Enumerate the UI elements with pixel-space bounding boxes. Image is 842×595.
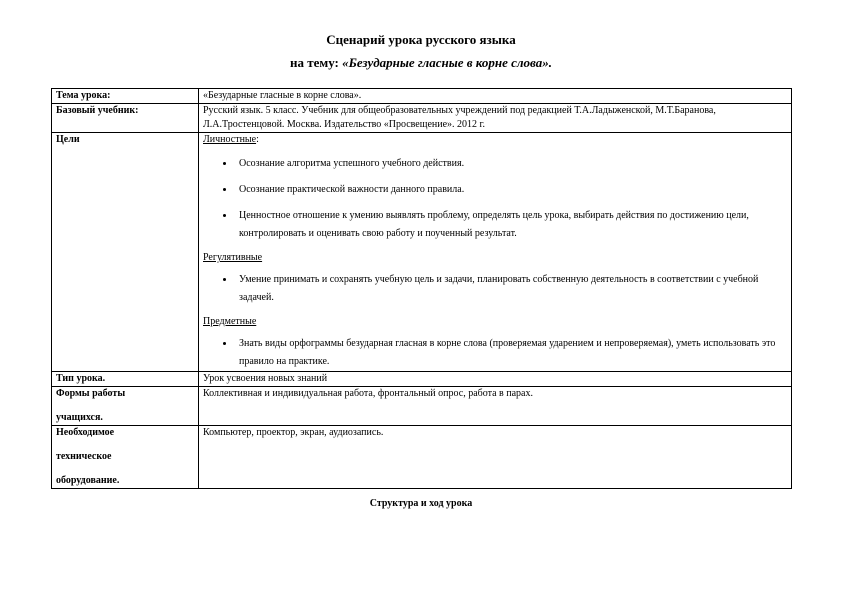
topic-value: «Безударные гласные в корне слова». <box>199 89 792 104</box>
table-row <box>52 372 792 387</box>
lesson-topic-title: «Безударные гласные в корне слова». <box>342 55 553 70</box>
list-item: • Ценностное отношение к умению выявлять проблему, определять цель урока, выбирать действия по достижению цели, контролировать и оценивать свою работу и поученный результат. <box>235 207 787 243</box>
list-item: • Осознание алгоритма успешного учебного действия. <box>235 155 787 173</box>
personal-heading: Личностные: <box>203 134 259 145</box>
regulatory-list <box>203 271 787 307</box>
lesson-type-label: Тип урока. <box>52 372 199 387</box>
subject-heading: Предметные <box>203 316 257 327</box>
work-forms-value: Коллективная и индивидуальная работа, фронтальный опрос, работа в парах. <box>199 387 792 426</box>
textbook-value: Русский язык. 5 класс. Учебник для общеобразовательных учреждений под редакцией Т.А.Ладыженской, М.Т.Баранова, Л.А.Тростенцовой. Москва. Издательство «Просвещение». 2012 г. <box>199 104 792 133</box>
textbook-label: Базовый учебник: <box>52 104 199 133</box>
document-subtitle <box>0 55 842 71</box>
lesson-table <box>51 88 792 489</box>
table-row <box>52 133 792 372</box>
table-row <box>52 426 792 489</box>
goals-label: Цели <box>52 133 199 372</box>
regulatory-heading: Регулятивные <box>203 252 263 263</box>
subtitle-prefix: на тему: <box>289 55 343 70</box>
table-row <box>52 89 792 104</box>
subject-list <box>203 335 787 371</box>
equipment-value: Компьютер, проектор, экран, аудиозапись. <box>199 426 792 489</box>
list-item: • Знать виды орфограммы безударная гласная в корне слова (проверяемая ударением и непроверяемая), уметь использовать это правило на практике. <box>235 335 787 371</box>
lesson-type-value: Урок усвоения новых знаний <box>199 372 792 387</box>
table-row <box>52 104 792 133</box>
list-item: • Осознание практической важности данного правила. <box>235 181 787 199</box>
document-title: Сценарий урока русского языка <box>326 32 516 47</box>
equipment-label: Необходимое техническое оборудование. <box>52 426 199 489</box>
goals-cell <box>199 133 792 372</box>
work-forms-label: Формы работы учащихся. <box>52 387 199 426</box>
personal-list <box>203 155 787 243</box>
structure-heading: Структура и ход урока <box>369 498 473 509</box>
table-row <box>52 387 792 426</box>
list-item: • Умение принимать и сохранять учебную цель и задачи, планировать собственную деятельность в соответствии с учебной задачей. <box>235 271 787 307</box>
topic-label: Тема урока: <box>52 89 199 104</box>
